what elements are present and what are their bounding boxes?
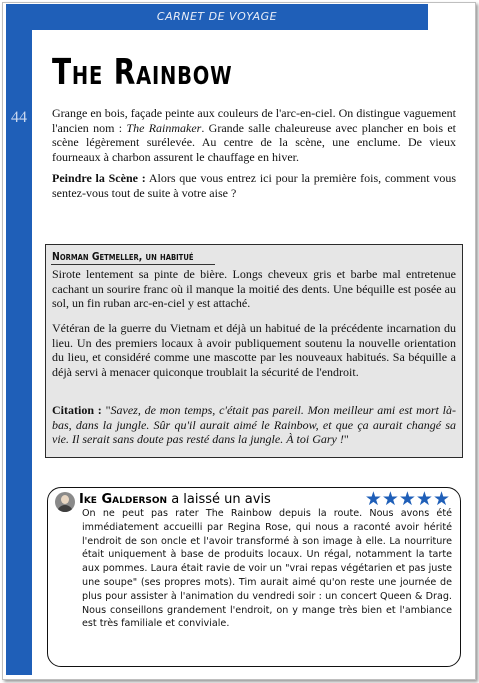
star-rating-icon: ★★★★★	[364, 488, 450, 510]
avatar-head-icon	[61, 495, 69, 504]
npc-box	[45, 244, 463, 458]
npc-description: Sirote lentement sa pinte de bière. Longs cheveux gris et barbe mal entretenue cachant un sourire franc où il manque la moitié des dents. Une béquille est posée au sol, un fin ruban arc-en-ciel y est attaché.	[52, 267, 456, 311]
page-number: 44	[11, 109, 27, 126]
quote-close: "	[343, 432, 349, 447]
reviewer-suffix: a laissé un avis	[167, 492, 271, 507]
scene-label: Peindre la Scène :	[52, 171, 146, 185]
intro-text-b: . Grande salle chaleureuse avec plancher en bois et scène légèrement surélevée. Au centre de la scène, une enclume. De vieux fourneaux à charbon assurent le chauffage en hiver.	[52, 120, 456, 164]
quote-open: "	[101, 403, 111, 417]
header-title: CARNET DE VOYAGE	[156, 10, 278, 23]
intro-text-a: Grange en bois, façade peinte aux couleurs de l'arc-en-ciel. On distingue vaguement l'ancien nom :	[52, 106, 456, 135]
review-card	[47, 487, 461, 667]
npc-title: Norman Getmeller, un habitué	[52, 250, 194, 263]
reviewer-line	[79, 492, 271, 507]
page-title: The Rainbow	[52, 52, 233, 93]
intro-old-name: The Rainmaker	[126, 120, 202, 135]
quote-text: Savez, de mon temps, c'était pas pareil. Mon meilleur ami est mort là-bas, dans la jungle. Sûr qu'il aurait aimé le Rainbow, et que ça aurait changé sa vie. Il serait sans doute pas resté dans la jungle. À toi Gary !	[52, 403, 456, 447]
quote-label: Citation :	[52, 403, 102, 417]
header-band	[6, 4, 428, 30]
npc-title-rule	[51, 264, 215, 265]
avatar-body-icon	[57, 505, 73, 512]
npc-quote	[52, 403, 456, 447]
reviewer-name: Ike Galderson	[79, 492, 168, 507]
npc-background: Vétéran de la guerre du Vietnam et déjà un habitué de la précédente incarnation du lieu. Un des premiers locaux à avoir publiquement soutenu la nouvelle orientation du lieu, et considéré comme une mascotte par les nouveaux habitués. Sa béquille a déjà servi à menacer quiconque troublait la sécurité de l'endroit.	[52, 321, 456, 379]
scene-paragraph	[52, 171, 456, 200]
scene-text: Alors que vous entrez ici pour la première fois, comment vous sentez-vous tout de suite à votre aise ?	[52, 171, 457, 200]
avatar	[55, 492, 75, 512]
intro-paragraph	[52, 106, 456, 164]
review-text: On ne peut pas rater The Rainbow depuis la route. Nous avons été immédiatement accueilli par Regina Rose, qui nous a raconté avoir hérité l'endroit de son oncle et l'avoir transformé à son image à elle. La nourriture était uniquement à base de produits locaux. Un régal, notamment la tarte aux pommes. Laura était ravie de voir un "vrai repas végétarien et pas juste une soupe" (ses propres mots). Tim aurait aimé qu'on reste une journée de plus pour assister à l'animation du vendredi soir : un concert Queen & Drag. Nous conseillons grandement l'endroit, on y mange très bien et l'ambiance est très familiale et conviviale.	[82, 508, 452, 630]
